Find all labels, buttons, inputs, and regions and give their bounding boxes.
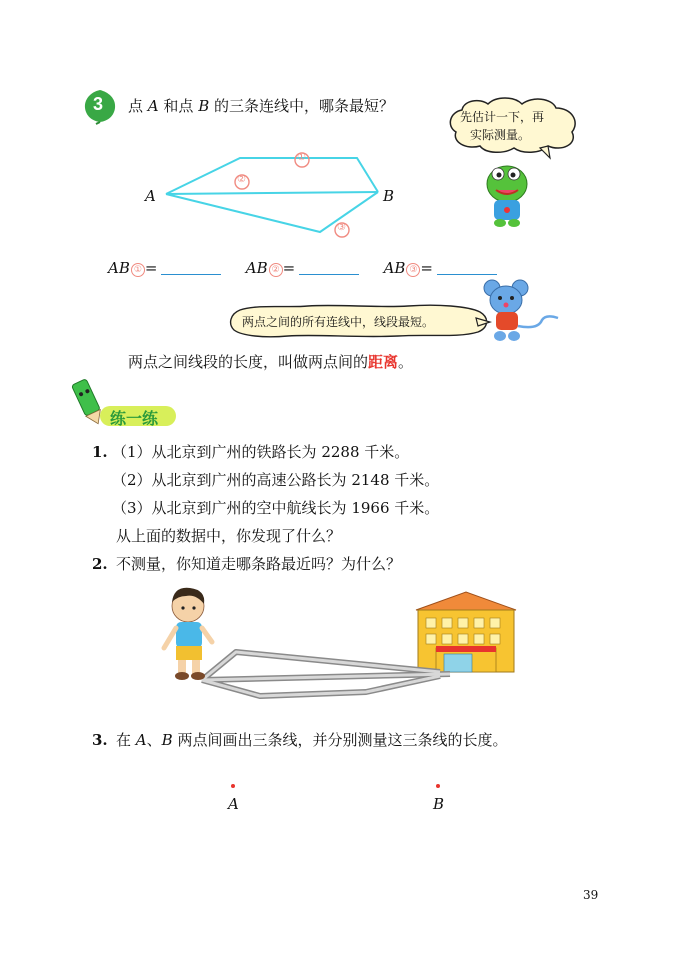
path-3-label: ③ <box>337 222 346 233</box>
boy-icon <box>164 588 212 680</box>
q-text-1: 点 <box>128 97 144 115</box>
answer-3-eq: = <box>420 259 433 277</box>
mouse-bubble-text: 两点之间的所有连线中，线段最短。 <box>242 315 435 329</box>
practice-title: 练一练 <box>110 409 159 428</box>
definition-end: 。 <box>398 353 414 371</box>
q3-sep: 、 <box>146 731 162 749</box>
problem-number: 3 <box>93 94 104 114</box>
answer-1-ab: AB <box>108 259 130 277</box>
definition-text: 两点之间线段的长度，叫做两点间的 <box>128 353 369 371</box>
q2-number: 2. <box>92 555 108 573</box>
q1-prompt: 从上面的数据中，你发现了什么？ <box>116 527 342 545</box>
definition-keyword: 距离 <box>368 353 399 371</box>
q3-number: 3. <box>92 731 108 749</box>
bottom-label-b: B <box>433 795 445 813</box>
answer-2-mark: ② <box>269 263 283 277</box>
mouse-icon <box>482 278 562 346</box>
answer-2 <box>246 258 379 278</box>
distance-definition <box>128 352 413 372</box>
diagram-label-a: A <box>145 187 156 205</box>
q-text-2: 和点 <box>163 97 194 115</box>
q-point-b: B <box>198 97 210 115</box>
q2-text: 不测量，你知道走哪条路最近吗？为什么？ <box>116 555 402 573</box>
q3-text-2: 两点间画出三条线，并分别测量这三条线的长度。 <box>177 731 508 749</box>
q1-item-2: （2）从北京到广州的高速公路长为 2148 千米。 <box>112 471 440 489</box>
q1-item-1: （1）从北京到广州的铁路长为 2288 千米。 <box>112 443 410 461</box>
mouse-speech-bubble <box>228 304 490 338</box>
answer-1-mark: ① <box>131 263 145 277</box>
answer-2-blank[interactable] <box>299 260 359 275</box>
answer-3-mark: ③ <box>406 263 420 277</box>
path-2-label: ② <box>237 174 246 185</box>
bottom-point-a <box>231 784 235 788</box>
answer-3 <box>384 258 517 278</box>
mouse-character <box>482 278 562 346</box>
q3-text <box>116 730 507 750</box>
q-point-a: A <box>147 97 159 115</box>
answer-1-blank[interactable] <box>161 260 221 275</box>
bottom-point-b <box>436 784 440 788</box>
frog-bubble-line2: 实际测量。 <box>470 128 531 142</box>
path-1-label: ① <box>297 152 306 163</box>
practice-header <box>70 376 180 428</box>
frog-bubble-line1: 先估计一下，再 <box>460 110 545 124</box>
page-number: 39 <box>583 888 599 902</box>
answer-1 <box>108 258 241 278</box>
q-text-3: 的三条连线中，哪条最短？ <box>214 97 395 115</box>
answer-2-eq: = <box>282 259 296 277</box>
answer-3-ab: AB <box>383 259 406 277</box>
path-2-line <box>166 192 378 194</box>
q3-text-1: 在 <box>116 731 132 749</box>
answer-1-eq: = <box>144 259 158 277</box>
answer-3-blank[interactable] <box>437 260 497 275</box>
path-1-line <box>166 158 378 194</box>
answer-row <box>108 258 517 278</box>
q1-number: 1. <box>92 443 108 461</box>
path-3-line <box>166 192 378 232</box>
answer-2-ab: AB <box>245 259 268 277</box>
q3-point-b: B <box>161 731 173 749</box>
school-route-illustration <box>150 584 530 704</box>
diagram-label-b: B <box>383 187 395 205</box>
q1-item-3: （3）从北京到广州的空中航线长为 1966 千米。 <box>112 499 440 517</box>
q3-point-a: A <box>135 731 147 749</box>
bottom-label-a: A <box>228 795 239 813</box>
